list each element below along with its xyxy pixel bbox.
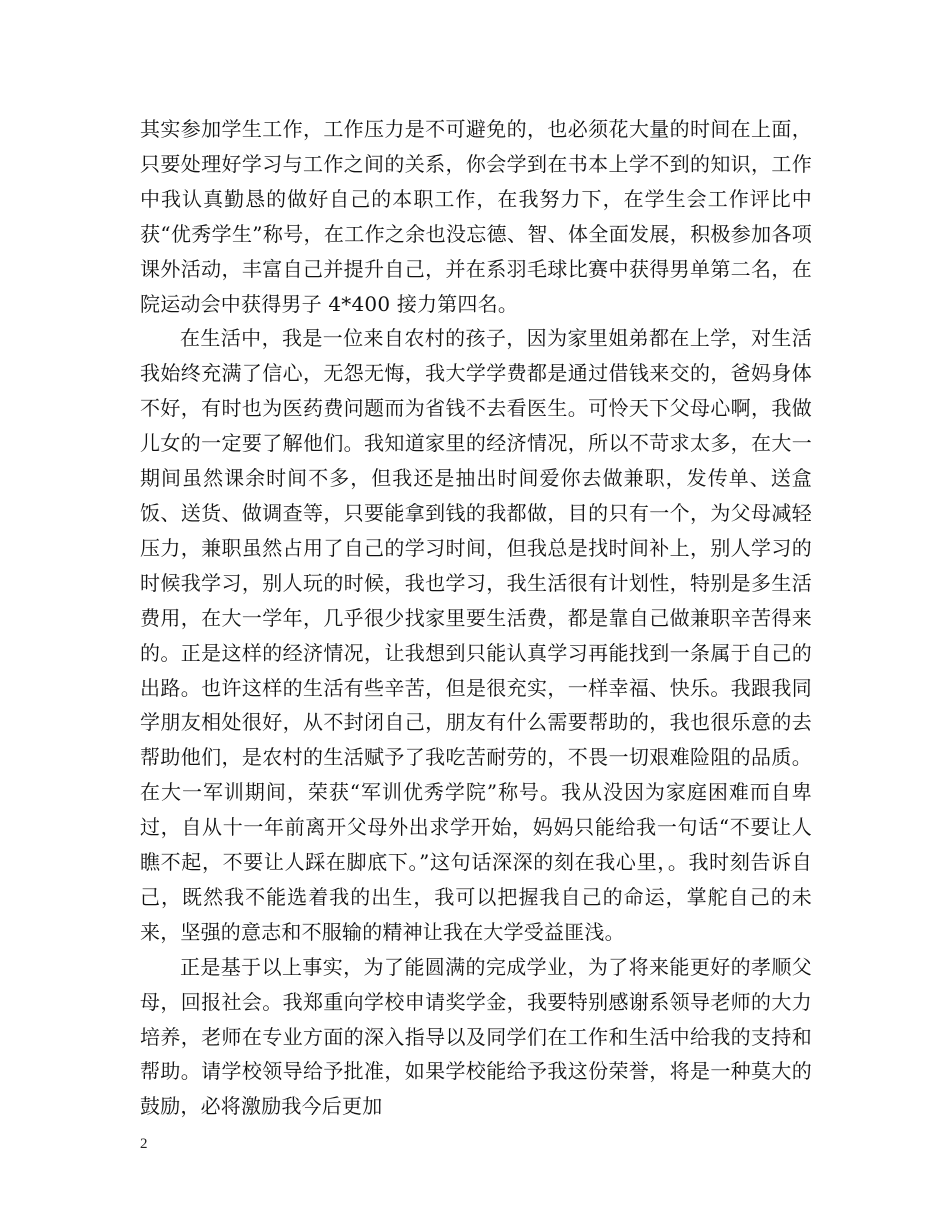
paragraph-application: 正是基于以上事实，为了能圆满的完成学业，为了将来能更好的孝顺父母，回报社会。我郑重向学校申请奖学金，我要特别感谢系领导老师的大力培养，老师在专业方面的深入指导以及同学们在工作和生活中给我的支持和帮助。请学校领导给予批准，如果学校能给予我这份荣誉，将是一种莫大的鼓励，必将激励我今后更加	[140, 954, 812, 1119]
paragraph-student-work: 其实参加学生工作，工作压力是不可避免的，也必须花大量的时间在上面，只要处理好学习与工作之间的关系，你会学到在书本上学不到的知识，工作中我认真勤恳的做好自己的本职工作，在我努力下，在学生会工作评比中获“优秀学生”称号，在工作之余也没忘德、智、体全面发展，积极参加各项课外活动，丰富自己并提升自己，并在系羽毛球比赛中获得男单第二名，在院运动会中获得男子 4*400 接力第四名。	[140, 117, 812, 316]
document-body	[140, 112, 812, 1124]
page-number: 2	[140, 1136, 148, 1152]
paragraph-life: 在生活中，我是一位来自农村的孩子，因为家里姐弟都在上学，对生活我始终充满了信心，无怨无悔，我大学学费都是通过借钱来交的，爸妈身体不好，有时也为医药费问题而为省钱不去看医生。可怜天下父母心啊，我做儿女的一定要了解他们。我知道家里的经济情况，所以不苛求太多，在大一期间虽然课余时间不多，但我还是抽出时间爱你去做兼职，发传单、送盒饭、送货、做调查等，只要能拿到钱的我都做，目的只有一个，为父母减轻压力，兼职虽然占用了自己的学习时间，但我总是找时间补上，别人学习的时候我学习，别人玩的时候，我也学习，我生活很有计划性，特别是多生活费用，在大一学年，几乎很少找家里要生活费，都是靠自己做兼职辛苦得来的。正是这样的经济情况，让我想到只能认真学习再能找到一条属于自己的出路。也许这样的生活有些辛苦，但是很充实，一样幸福、快乐。我跟我同学朋友相处很好，从不封闭自己，朋友有什么需要帮助的，我也很乐意的去帮助他们，是农村的生活赋予了我吃苦耐劳的，不畏一切艰难险阻的品质。在大一军训期间，荣获“军训优秀学院”称号。我从没因为家庭困难而自卑过，自从十一年前离开父母外出求学开始，妈妈只能给我一句话“不要让人瞧不起，不要让人踩在脚底下。”这句话深深的刻在我心里，。我时刻告诉自己，既然我不能选着我的出生，我可以把握我自己的命运，掌舵自己的未来，坚强的意志和不服输的精神让我在大学受益匪浅。	[140, 326, 812, 944]
